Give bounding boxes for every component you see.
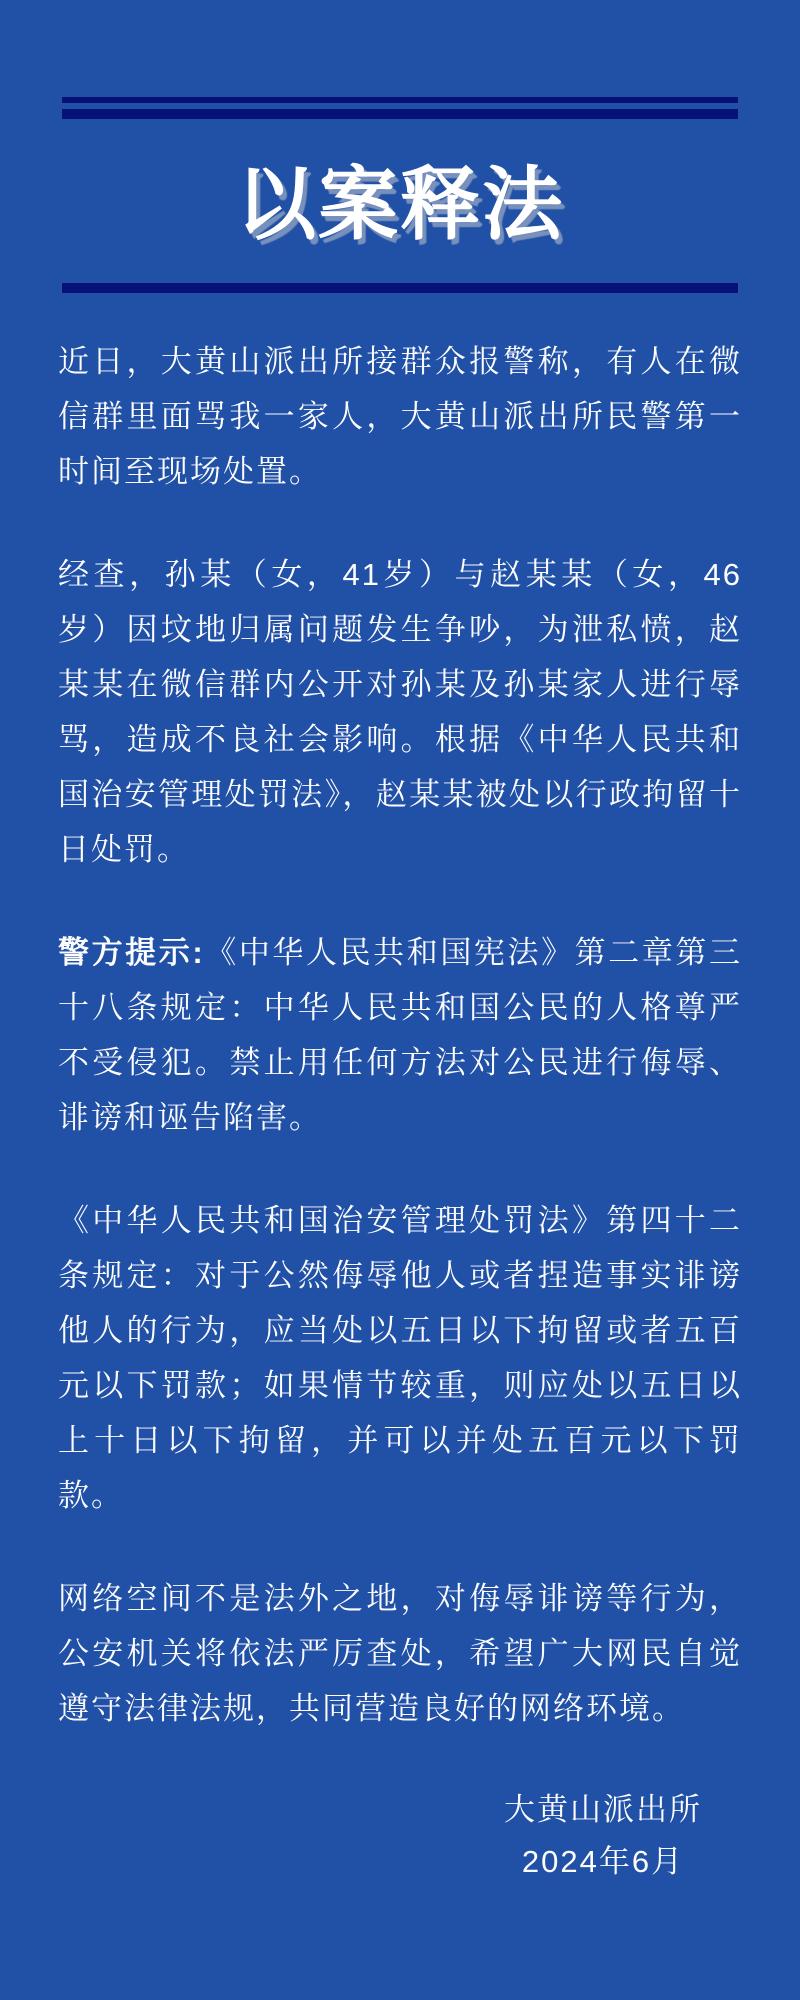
signature-block <box>0 1784 800 1888</box>
title-bottom-rule <box>62 283 738 293</box>
paragraph: 经查，孙某（女，41岁）与赵某某（女，46岁）因坟地归属问题发生争吵，为泄私愤，赵某某在微信群内公开对孙某及孙某家人进行辱骂，造成不良社会影响。根据《中华人民共和国治安管理处罚法》，赵某某被处以行政拘留十日处罚。 <box>58 557 742 867</box>
top-double-rule <box>62 0 738 119</box>
paragraph-bold-prefix: 警方提示: <box>58 935 205 970</box>
paragraph: 警方提示:《中华人民共和国宪法》第二章第三十八条规定：中华人民共和国公民的人格尊严不受侵犯。禁止用任何方法对公民进行侮辱、诽谤和诬告陷害。 <box>58 935 743 1135</box>
paragraph: 近日，大黄山派出所接群众报警称，有人在微信群里面骂我一家人，大黄山派出所民警第一时间至现场处置。 <box>58 344 742 489</box>
article-body <box>0 334 800 1736</box>
paragraph: 网络空间不是法外之地，对侮辱诽谤等行为，公安机关将依法严厉查处，希望广大网民自觉遵守法律法规，共同营造良好的网络环境。 <box>58 1581 742 1726</box>
page-title: 以案释法 <box>236 160 564 249</box>
signature-inner <box>504 1784 702 1888</box>
top-rule-thick <box>62 109 738 119</box>
paragraph: 《中华人民共和国治安管理处罚法》第四十二条规定：对于公然侮辱他人或者捏造事实诽谤他人的行为，应当处以五日以下拘留或者五百元以下罚款；如果情节较重，则应处以五日以上十日以下拘留，并可以并处五百元以下罚款。 <box>58 1203 742 1513</box>
signature-org: 大黄山派出所 <box>504 1792 702 1827</box>
signature-date: 2024年6月 <box>521 1844 685 1879</box>
top-rule-thin <box>62 97 738 103</box>
